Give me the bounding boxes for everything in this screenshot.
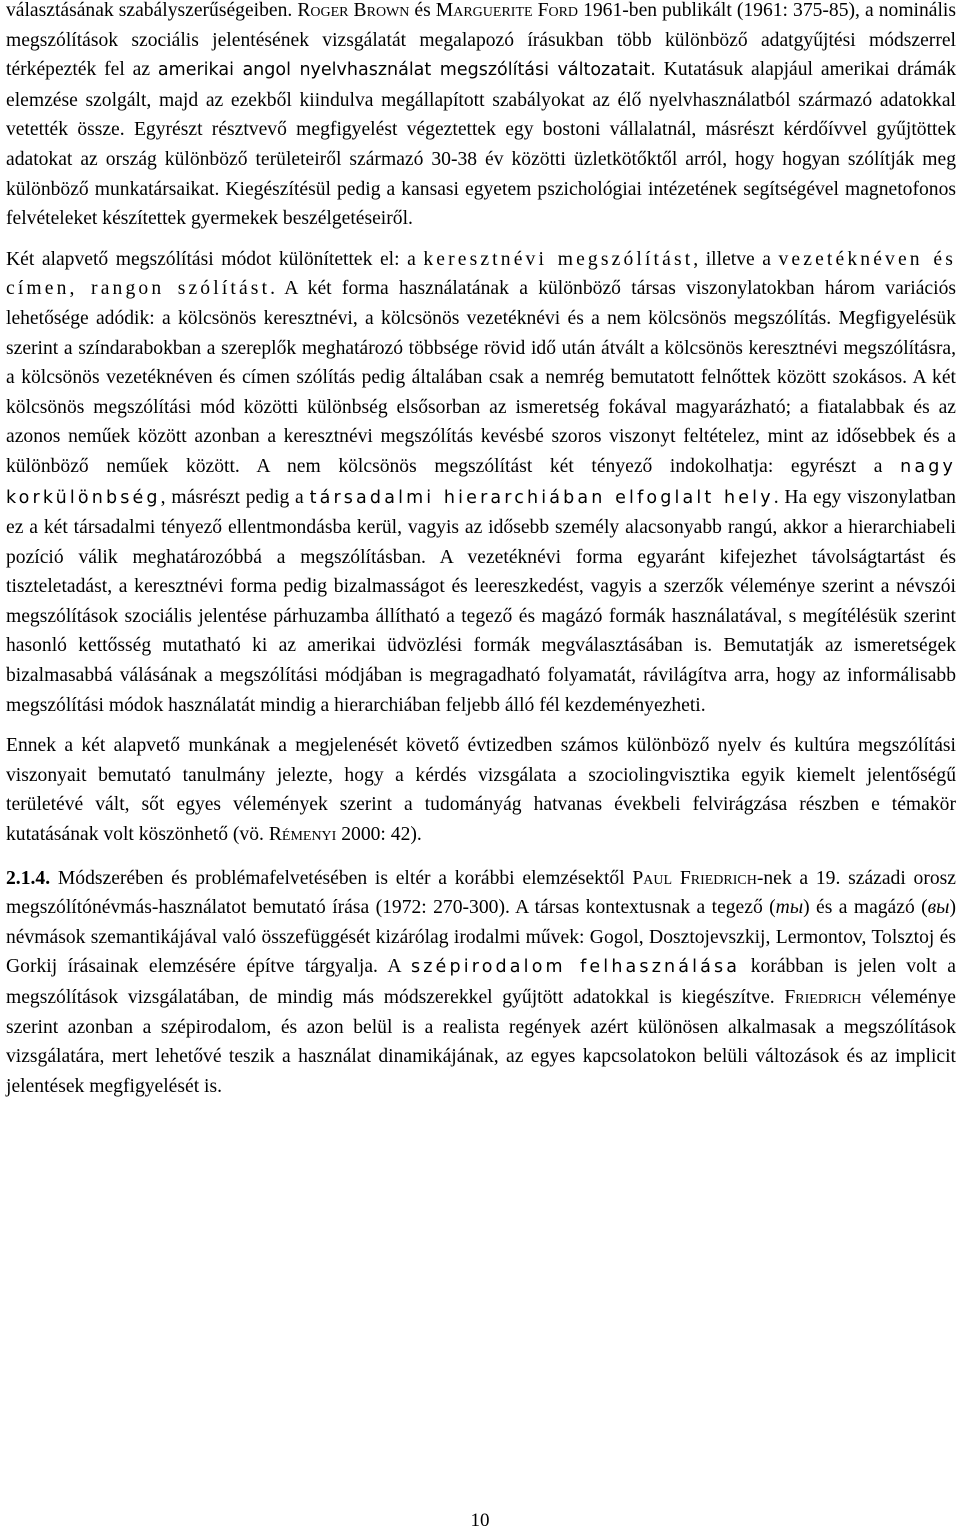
styled-text-run: ты [775,897,804,919]
styled-text-run: társadalmi hierarchiában elfoglalt hely [309,487,774,508]
paragraph-sociolinguistics [6,731,956,849]
text-run: választásának szabályszerűségeiben. [6,0,298,21]
styled-text-run: vezetéknéven és címen, rangon szólítást [6,248,956,300]
text-run: 2000: 42). [336,824,422,846]
styled-text-run: nagy korkülönbség [6,456,956,508]
styled-text-run: Rémenyi [268,824,337,846]
styled-text-run: szépirodalom felhasználása [410,957,741,978]
text-run: Két alapvető megszólítási módot különítettek el: a [6,248,424,270]
text-run: . A két forma használatának a különböző társas viszonylatokban három variációs lehetősége adódik: a kölcsönös keresztnévi, a kölcsönös vezetéknévi és a nem kölcsönös megszólítás. Megfigyelésük szerint a színdarabokban a szereplők meghatározó többsége rövid idő után átvált a kölcsönös keresztnévi megszólításra, a kölcsönös vezetéknéven és címen szólítás pedig általában csak a nemrég bemutatott felnőttek között szokásos. A két kölcsönös megszólítási mód közötti különbség elsősorban az ismeretség fokával magyarázható; a fiatalabbak és az azonos neműek között azonban a keresztnévi megszólítás kevésbé szoros viszonyt feltételez, mint az idősebbek és a különböző neműek között. A nem kölcsönös megszólítást két tényező indokolhatja: egyrészt a [6,278,956,477]
styled-text-run: keresztnévi megszólítást [423,248,694,270]
text-run: ) névmások szemantikájával való összefüggését kizárólag irodalmi művek: Gogol, Dosztojevszkij, Lermontov, Tolsztoj és Gorkij írásainak elemzésére építve tárgyalja. A [6,897,956,978]
text-run: Módszerében és problémafelvetésében is eltér a korábbi elemzésektől [50,867,633,889]
paragraph-friedrich [6,864,956,1102]
text-run: 1961-ben publikált (1961: 375-85), a nominális megszólítások szociális jelentésének vizsgálatát megalapozó írásukban több különböző adatgyűjtési módszerrel térképezték fel az [6,0,957,81]
styled-text-run: Friedrich [784,987,862,1008]
text-run: -nek a 19. századi orosz megszólítónévmás-használatot bemutató írása (1972: 270-300). A társas kontextusnak a tegező ( [6,867,956,919]
paragraph-address-modes [6,245,956,721]
text-run: korábban is jelen volt a megszólítások vizsgálatában, de mindig más módszerekkel gyűjtött adatokkal is kiegészítve. [6,956,956,1008]
text-run: Ennek a két alapvető munkának a megjelenését követő évtizedben számos különböző nyelv és kultúra megszólítási viszonyait bemutató tanulmány jelezte, hogy a kérdés vizsgálata a szociolingvisztika egyik kiemelt jelentőségű területévé vált, sőt egyes vélemények szerint a tudományág hatvanas évekbeli felvirágzása részben e témakör kutatásának volt köszönhető (vö. [6,735,956,846]
styled-text-run: Roger Brown [297,0,410,21]
text-run: Kutatásuk alapjául amerikai drámák elemzése szolgált, majd az ezekből kiindulva megállapított szabályokat az élő nyelvhasználatból származó adatokkal vetették össze. Egyrészt résztvevő megfigyelést végeztettek egy bostoni vállalatnál, másrészt kérdőívvel gyűjtöttek adatokat az ország különböző területeiről származó 30-38 év közötti üzletkötőktől arról, hogy hogyan szólítják meg különböző munkatársaikat. Kiegészítésül pedig a kansasi egyetem pszichológiai intézetének segítségével magnetofonos felvételeket készítettek gyermekek beszélgetéseiről. [6,59,956,230]
styled-text-run: Marguerite Ford [435,0,579,21]
text-run: , illetve a [693,248,779,270]
styled-text-run: Paul Friedrich [632,867,757,889]
styled-text-run: 2.1.4. [6,867,51,889]
paragraph-brown-ford [6,0,956,234]
styled-text-run: amerikai angol nyelvhasználat megszólítási változatait. [157,60,656,81]
text-run: és [409,0,436,21]
document-page [6,0,956,1101]
page-number: 10 [470,1510,490,1531]
text-run: , másrészt pedig a [160,486,310,508]
text-run: véleménye szerint azonban a szépirodalom, és azon belül is a realista regények azért különösen alkalmasak a megszólítások vizsgálatára, mert lehetővé teszik a használat dinamikájának, az egyes kapcsolatokon belüli változások és az implicit jelentések megfigyelését is. [6,987,956,1097]
text-run: ) és a magázó ( [803,897,928,919]
text-run: . Ha egy viszonylatban ez a két társadalmi tényező ellentmondásba kerül, vagyis az idősebb személy alacsonyabb rangú, akkor a hierarchiabeli pozíció válik meghatározóbbá a megszólításban. A vezetéknévi forma egyaránt kifejezhet távolságtartást és tiszteletadást, a keresztnévi forma pedig bizalmasságot és leereszkedést, vagyis a szerzők véleménye szerint a névszói megszólítások szociális jelentése párhuzamba állítható a tegező és magázó formák használatával, s megítélésük szerint hasonló kettősség mutatható ki az amerikai üdvözlési formák megválasztásában is. Bemutatják az ismeretségek bizalmasabbá válásának a megszólítási módjában is megragadható folyamatát, rávilágítva arra, hogy az informálisabb megszólítási módok használatát mindig a hierarchiában feljebb álló fél kezdeményezheti. [6,486,956,716]
styled-text-run: вы [927,897,950,919]
